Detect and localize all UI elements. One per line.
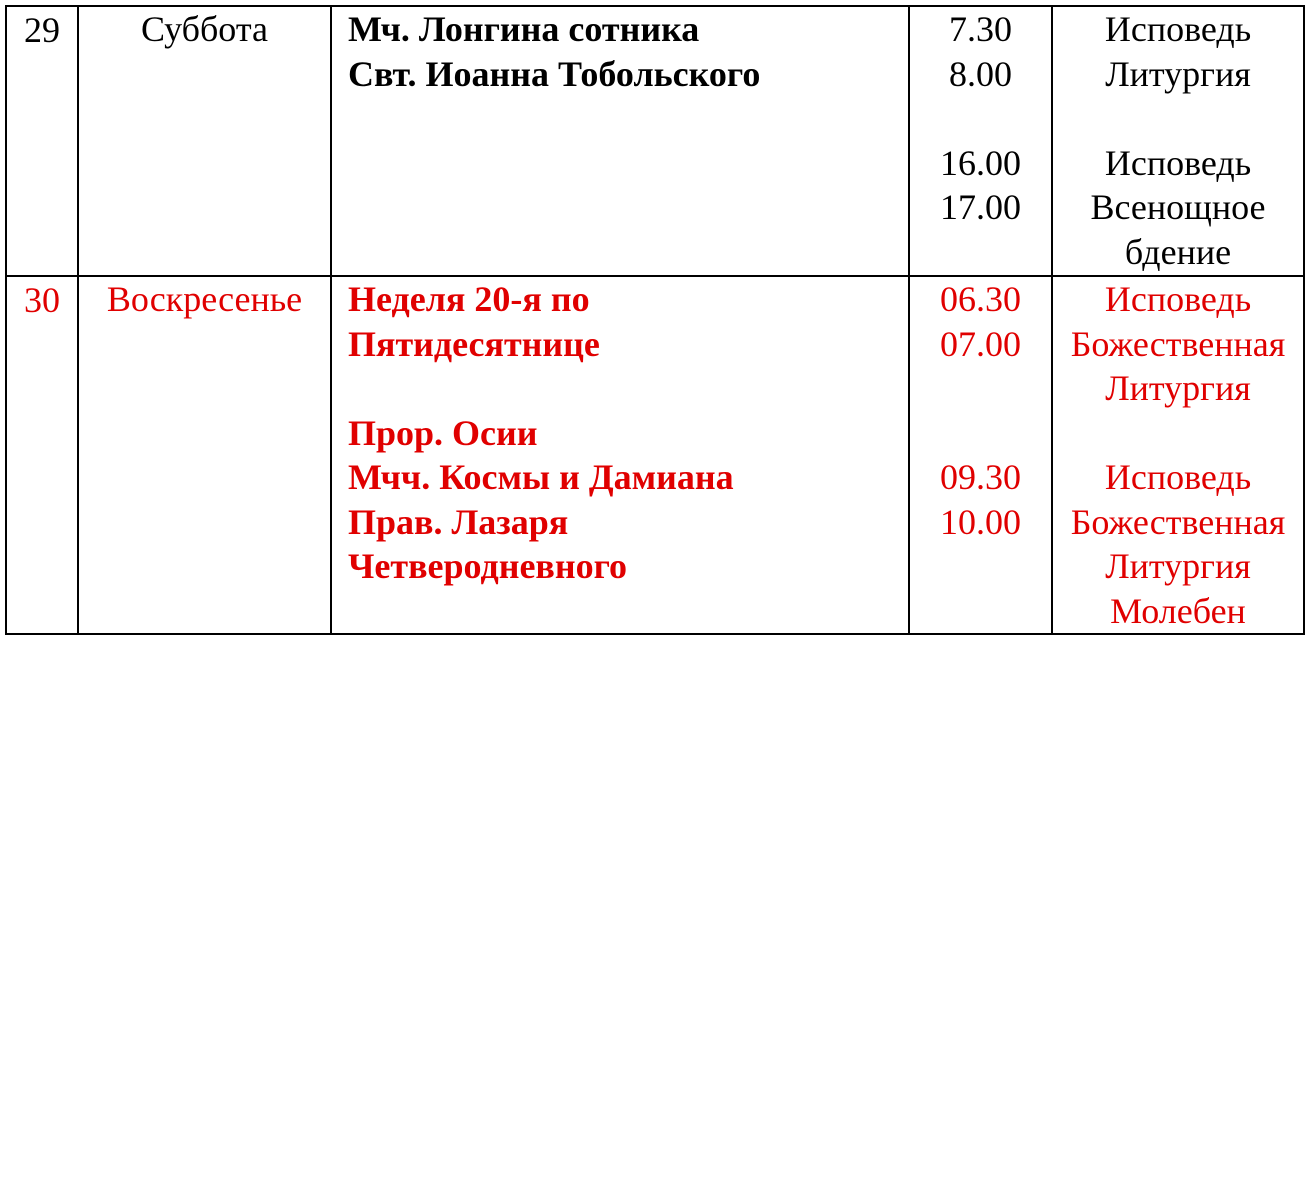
date-cell xyxy=(6,276,78,634)
feast-name: Прав. Лазаря xyxy=(348,501,569,542)
service-time: 09.30 xyxy=(940,457,1021,497)
service-time: 17.00 xyxy=(940,187,1021,227)
service-name: Исповедь xyxy=(1104,279,1252,319)
date-cell xyxy=(6,6,78,276)
service-cell xyxy=(1052,6,1304,276)
service-name: Литургия xyxy=(1105,53,1251,94)
service-time: 10.00 xyxy=(940,501,1021,542)
time-cell xyxy=(909,6,1052,276)
service-time: 16.00 xyxy=(940,142,1021,183)
service-name: Молебен xyxy=(1110,590,1246,631)
feast-cell xyxy=(331,276,909,634)
time-cell xyxy=(909,276,1052,634)
date-number: 29 xyxy=(24,10,60,50)
service-name: Исповедь xyxy=(1104,457,1252,497)
service-name: Исповедь xyxy=(1104,9,1252,49)
service-name: бдение xyxy=(1124,231,1232,272)
weekday-cell xyxy=(78,276,331,634)
service-name: Божественная xyxy=(1070,501,1286,542)
table-row xyxy=(6,276,1304,634)
weekday-label: Воскресенье xyxy=(106,279,303,319)
date-number: 30 xyxy=(24,280,60,320)
service-cell xyxy=(1052,276,1304,634)
service-time: 7.30 xyxy=(949,9,1012,49)
feast-cell xyxy=(331,6,909,276)
feast-name: Четверодневного xyxy=(348,546,628,586)
weekday-label: Суббота xyxy=(141,9,268,49)
feast-name: Свт. Иоанна Тобольского xyxy=(348,53,761,94)
weekday-cell xyxy=(78,6,331,276)
service-name: Литургия xyxy=(1105,546,1251,586)
service-name: Божественная xyxy=(1070,323,1286,364)
service-name: Всенощное xyxy=(1090,187,1266,227)
feast-name: Мч. Лонгина сотника xyxy=(348,9,700,49)
schedule-table xyxy=(5,5,1305,635)
feast-name: Прор. Осии xyxy=(348,412,538,453)
table-row xyxy=(6,6,1304,276)
service-name: Литургия xyxy=(1105,368,1251,408)
service-time: 06.30 xyxy=(940,279,1021,319)
feast-name: Мчч. Космы и Дамиана xyxy=(348,457,734,497)
service-time: 07.00 xyxy=(940,323,1021,364)
feast-name: Пятидесятнице xyxy=(348,323,600,364)
feast-name: Неделя 20-я по xyxy=(348,279,590,319)
service-time: 8.00 xyxy=(949,53,1012,94)
service-name: Исповедь xyxy=(1104,142,1252,183)
